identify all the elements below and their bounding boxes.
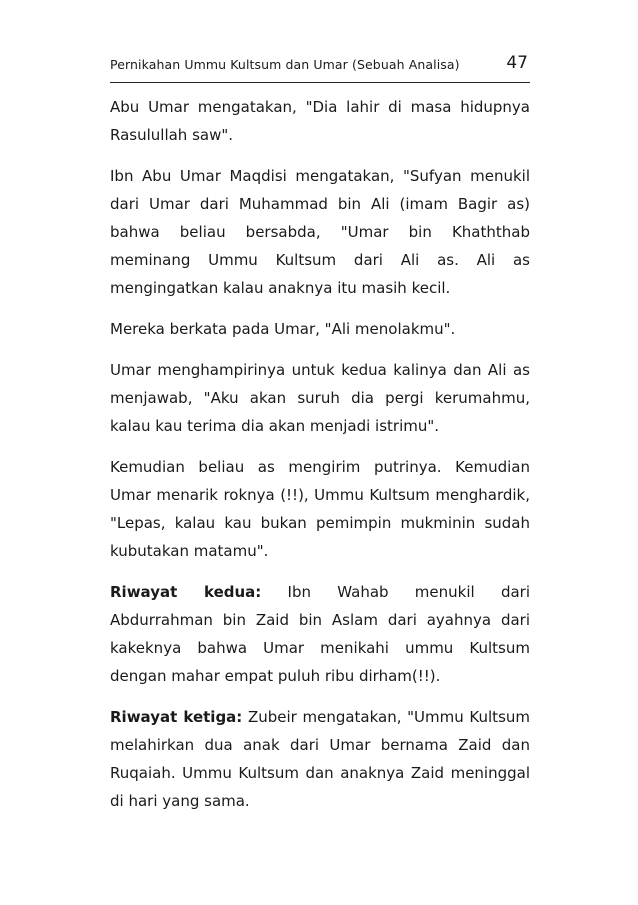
paragraph-text: Kemudian beliau as mengirim putrinya. Kemudian Umar menarik roknya (!!), Ummu Kultsum menghardik, "Lepas, kalau kau bukan pemimpin mukminin sudah kubutakan matamu". xyxy=(110,458,530,560)
paragraph-lead: Riwayat ketiga: xyxy=(110,708,243,726)
paragraph-text: Abu Umar mengatakan, "Dia lahir di masa hidupnya Rasulullah saw". xyxy=(110,98,530,144)
running-header xyxy=(110,52,530,83)
paragraph-text: Mereka berkata pada Umar, "Ali menolakmu". xyxy=(110,320,456,338)
paragraph xyxy=(110,453,530,565)
paragraph-text: Ibn Wahab menukil dari Abdurrahman bin Zaid bin Aslam dari ayahnya dari kakeknya bahwa Umar menikahi ummu Kultsum dengan mahar empat puluh ribu dirham(!!). xyxy=(110,583,530,685)
paragraph-lead: Riwayat kedua: xyxy=(110,583,262,601)
paragraph xyxy=(110,356,530,440)
paragraph xyxy=(110,703,530,815)
header-title: Pernikahan Ummu Kultsum dan Umar (Sebuah Analisa) xyxy=(110,57,460,72)
paragraph xyxy=(110,578,530,690)
paragraph-text: Ibn Abu Umar Maqdisi mengatakan, "Sufyan menukil dari Umar dari Muhammad bin Ali (imam Bagir as) bahwa beliau bersabda, "Umar bin Khaththab meminang Ummu Kultsum dari Ali as. Ali as mengingatkan kalau anaknya itu masih kecil. xyxy=(110,167,530,297)
body-text xyxy=(110,93,530,828)
paragraph-text: Zubeir mengatakan, "Ummu Kultsum melahirkan dua anak dari Umar bernama Zaid dan Ruqaiah. Ummu Kultsum dan anaknya Zaid meninggal di hari yang sama. xyxy=(110,708,531,810)
paragraph xyxy=(110,93,530,149)
paragraph xyxy=(110,162,530,302)
paragraph xyxy=(110,315,530,343)
page-number: 47 xyxy=(506,53,528,73)
paragraph-text: Umar menghampirinya untuk kedua kalinya dan Ali as menjawab, "Aku akan suruh dia pergi kerumahmu, kalau kau terima dia akan menjadi istrimu". xyxy=(110,361,530,435)
